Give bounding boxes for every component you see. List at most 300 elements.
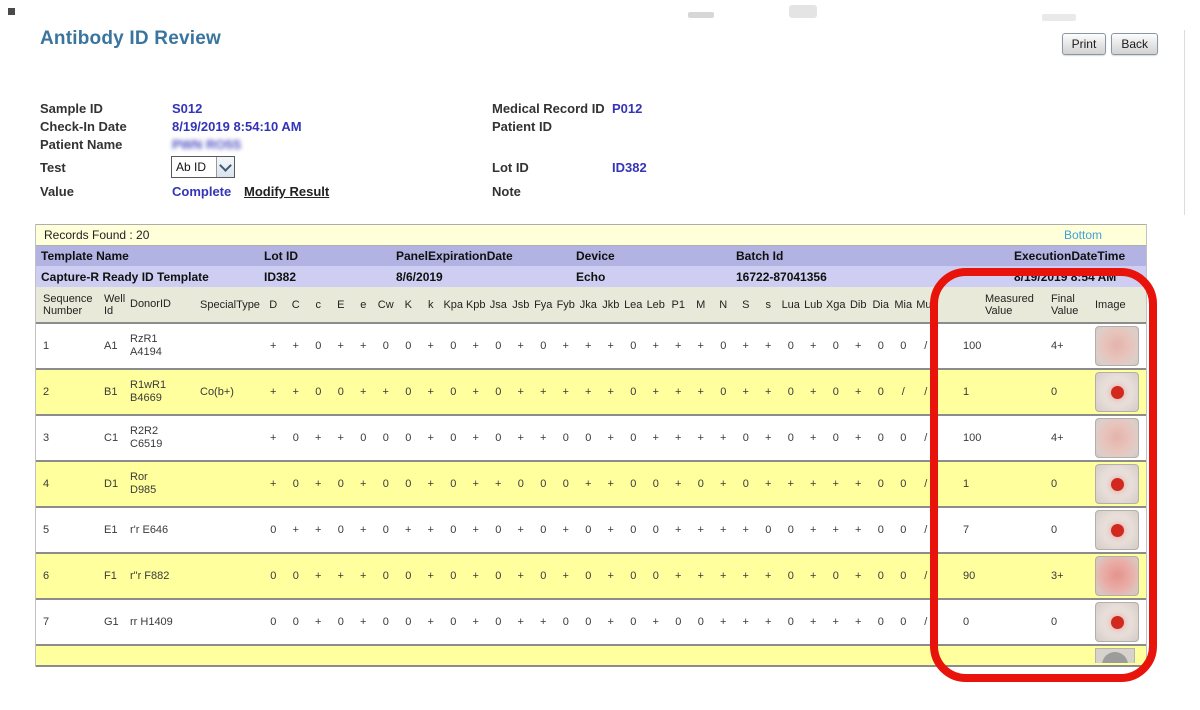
reaction-K: 0 <box>405 340 412 352</box>
panel-row-2 <box>36 370 1146 416</box>
reaction-e: + <box>360 570 367 582</box>
sample-id-label: Sample ID <box>40 101 103 116</box>
sequence-number: 4 <box>43 478 50 490</box>
reaction-Jka: 0 <box>585 570 592 582</box>
patient-id-label: Patient ID <box>492 119 552 134</box>
well-image-thumbnail[interactable] <box>1095 464 1139 504</box>
redacted-smudge <box>789 5 817 18</box>
reaction-Lub: + <box>810 616 817 628</box>
reaction-Dia: 0 <box>877 616 884 628</box>
back-button[interactable]: Back <box>1111 33 1158 55</box>
reaction-Mur: / <box>924 524 928 536</box>
col-header-antigen-k: k <box>428 298 434 311</box>
reaction-Cw: 0 <box>382 340 389 352</box>
col-header-donorid: DonorID <box>130 298 171 310</box>
reaction-Kpa: 0 <box>450 340 457 352</box>
reaction-K: 0 <box>405 570 412 582</box>
reaction-e: + <box>360 340 367 352</box>
image-cell <box>1087 556 1146 596</box>
reaction-Dia: 0 <box>877 386 884 398</box>
sequence-number: 3 <box>43 432 50 444</box>
final-value: 0 <box>1051 524 1058 536</box>
well-image-thumbnail[interactable] <box>1095 556 1139 596</box>
reaction-P1: + <box>675 524 682 536</box>
reaction-Kpa: 0 <box>450 570 457 582</box>
reaction-Lua: 0 <box>787 524 794 536</box>
reaction-M: + <box>697 570 704 582</box>
reaction-Leb: + <box>652 432 659 444</box>
sequence-number: 5 <box>43 524 50 536</box>
reaction-D: 0 <box>270 524 277 536</box>
col-header-antigen-c: c <box>315 298 321 311</box>
col-header-antigen-Dib: Dib <box>849 298 867 311</box>
reaction-E: 0 <box>337 616 344 628</box>
reaction-Lua: 0 <box>787 570 794 582</box>
reaction-Xga: + <box>832 524 839 536</box>
reaction-Mur: / <box>924 340 928 352</box>
reaction-Kpa: 0 <box>450 616 457 628</box>
image-cell <box>1087 648 1146 663</box>
reaction-c: + <box>315 616 322 628</box>
reaction-c: + <box>315 570 322 582</box>
value-label: Value <box>40 184 74 199</box>
measured-value: 100 <box>963 340 982 352</box>
reaction-Kpa: 0 <box>450 478 457 490</box>
reaction-e: + <box>360 616 367 628</box>
col-header-antigen-Jka: Jka <box>579 298 597 311</box>
reaction-k: + <box>427 524 434 536</box>
reaction-Fyb: 0 <box>562 432 569 444</box>
well-image-thumbnail[interactable] <box>1095 602 1139 642</box>
image-cell <box>1087 372 1146 412</box>
reaction-Jsa: 0 <box>495 432 502 444</box>
reaction-k: + <box>427 616 434 628</box>
reaction-Kpb: + <box>472 616 479 628</box>
reaction-s: 0 <box>765 524 772 536</box>
test-select[interactable] <box>171 156 235 178</box>
check-in-date-label: Check-In Date <box>40 119 127 134</box>
reaction-D: + <box>270 386 277 398</box>
donor-id: r'r E646 <box>130 523 169 536</box>
print-button[interactable]: Print <box>1062 33 1107 55</box>
reaction-Jsb: + <box>517 524 524 536</box>
reaction-S: + <box>742 386 749 398</box>
measured-value: 7 <box>963 524 970 536</box>
special-type: Co(b+) <box>200 386 234 398</box>
final-value: 4+ <box>1051 432 1064 444</box>
col-header-antigen-Mia: Mia <box>894 298 913 311</box>
donor-id: Ror D985 <box>130 471 157 496</box>
reaction-Kpb: + <box>472 432 479 444</box>
test-select-value: Ab ID <box>176 160 207 174</box>
well-image-thumbnail[interactable] <box>1095 372 1139 412</box>
donor-id: r"r F882 <box>130 569 170 582</box>
reaction-Lua: + <box>787 478 794 490</box>
reaction-S: + <box>742 524 749 536</box>
template-header-cell: Lot ID <box>264 249 298 263</box>
reaction-D: + <box>270 478 277 490</box>
reaction-Lea: 0 <box>630 524 637 536</box>
reaction-Jkb: + <box>607 340 614 352</box>
results-table <box>35 224 1147 667</box>
col-header-antigen-Lua: Lua <box>781 298 800 311</box>
reaction-P1: + <box>675 432 682 444</box>
reaction-Mur: / <box>924 432 928 444</box>
well-image-thumbnail[interactable] <box>1095 326 1139 366</box>
panel-row-1 <box>36 324 1146 370</box>
template-header-cell: PanelExpirationDate <box>396 249 513 263</box>
medical-record-id-value: P012 <box>612 101 643 116</box>
template-value-row <box>36 266 1146 287</box>
reaction-C: + <box>292 524 299 536</box>
bottom-link[interactable]: Bottom <box>1063 228 1102 242</box>
reaction-Cw: 0 <box>382 432 389 444</box>
reaction-K: + <box>405 524 412 536</box>
reaction-Cw: 0 <box>382 524 389 536</box>
divider-line <box>1184 30 1185 215</box>
reaction-D: 0 <box>270 570 277 582</box>
col-header-antigen-Kpb: Kpb <box>465 298 486 311</box>
reaction-Lua: 0 <box>787 432 794 444</box>
image-cell <box>1087 464 1146 504</box>
reaction-Mur: / <box>924 478 928 490</box>
reaction-Jsb: + <box>517 386 524 398</box>
reaction-Kpa: 0 <box>450 386 457 398</box>
donor-id: R1wR1 B4669 <box>130 379 167 404</box>
reaction-D: + <box>270 432 277 444</box>
col-header-antigen-Jsa: Jsa <box>489 298 507 311</box>
well-image-thumbnail[interactable] <box>1095 510 1139 550</box>
reaction-N: + <box>720 432 727 444</box>
col-header-antigen-M: M <box>696 298 706 311</box>
panel-row-partial <box>36 646 1146 667</box>
reaction-s: + <box>765 478 772 490</box>
col-header-antigen-Kpa: Kpa <box>443 298 464 311</box>
reaction-c: 0 <box>315 340 322 352</box>
reaction-Fya: + <box>540 386 547 398</box>
reaction-Kpa: 0 <box>450 524 457 536</box>
reaction-N: + <box>720 616 727 628</box>
reaction-Jka: + <box>585 340 592 352</box>
reaction-Mia: 0 <box>900 478 907 490</box>
reaction-Jsb: 0 <box>517 478 524 490</box>
reaction-Kpb: + <box>472 524 479 536</box>
col-header-antigen-D: D <box>269 298 278 311</box>
col-header-antigen-Fyb: Fyb <box>556 298 575 311</box>
reaction-Jsb: + <box>517 432 524 444</box>
col-header-antigen-e: e <box>360 298 367 311</box>
reaction-K: 0 <box>405 478 412 490</box>
reaction-Kpb: + <box>472 340 479 352</box>
reaction-Lea: 0 <box>630 340 637 352</box>
check-in-date-value: 8/19/2019 8:54:10 AM <box>172 119 302 134</box>
reaction-Leb: + <box>652 616 659 628</box>
reaction-Dib: + <box>855 340 862 352</box>
toolbar <box>1062 33 1158 55</box>
reaction-K: 0 <box>405 386 412 398</box>
reaction-S: 0 <box>742 432 749 444</box>
well-id: G1 <box>104 616 119 628</box>
reaction-Mur: / <box>924 570 928 582</box>
reaction-Fyb: + <box>562 570 569 582</box>
reaction-M: 0 <box>697 616 704 628</box>
reaction-Leb: 0 <box>652 478 659 490</box>
reaction-Mia: 0 <box>900 616 907 628</box>
donor-id: R2R2 C6519 <box>130 425 163 450</box>
sample-id-value: S012 <box>172 101 203 116</box>
reaction-Lub: + <box>810 432 817 444</box>
col-header-antigen-s: s <box>765 298 771 311</box>
reaction-k: + <box>427 340 434 352</box>
reaction-P1: + <box>675 386 682 398</box>
reaction-Jkb: + <box>607 432 614 444</box>
sequence-number: 6 <box>43 570 50 582</box>
reaction-Jsa: 0 <box>495 386 502 398</box>
reaction-S: + <box>742 340 749 352</box>
reaction-C: 0 <box>292 432 299 444</box>
reaction-e: + <box>360 478 367 490</box>
reaction-Dia: 0 <box>877 340 884 352</box>
col-header-antigen-Cw: Cw <box>377 298 394 311</box>
reaction-M: + <box>697 524 704 536</box>
reaction-Dia: 0 <box>877 570 884 582</box>
template-header-cell: Batch Id <box>736 249 784 263</box>
panel-body <box>36 324 1146 667</box>
well-id: F1 <box>104 570 117 582</box>
measured-value: 100 <box>963 432 982 444</box>
col-header-antigen-K: K <box>404 298 412 311</box>
measured-value: 1 <box>963 478 970 490</box>
reaction-C: 0 <box>292 616 299 628</box>
lot-id-label: Lot ID <box>492 160 529 175</box>
image-cell <box>1087 418 1146 458</box>
reaction-Fya: 0 <box>540 570 547 582</box>
reaction-P1: 0 <box>675 616 682 628</box>
reaction-Fya: 0 <box>540 524 547 536</box>
reaction-Jsa: + <box>495 478 502 490</box>
reaction-N: 0 <box>720 386 727 398</box>
reaction-M: + <box>697 340 704 352</box>
col-header-specialtype: SpecialType <box>200 298 260 311</box>
reaction-S: 0 <box>742 478 749 490</box>
reaction-Dib: + <box>855 616 862 628</box>
reaction-Lua: 0 <box>787 340 794 352</box>
lot-id-value: ID382 <box>612 160 647 175</box>
reaction-Jka: 0 <box>585 616 592 628</box>
col-header-antigen-Dia: Dia <box>872 298 889 311</box>
reaction-Dib: + <box>855 524 862 536</box>
col-header-final: Final Value <box>1051 292 1079 317</box>
reaction-Xga: 0 <box>832 340 839 352</box>
col-header-image: Image <box>1095 298 1126 311</box>
reaction-Jsb: + <box>517 340 524 352</box>
col-header-antigen-Leb: Leb <box>646 298 665 311</box>
reaction-K: 0 <box>405 432 412 444</box>
reaction-Kpb: + <box>472 478 479 490</box>
reaction-s: + <box>765 570 772 582</box>
reaction-s: + <box>765 386 772 398</box>
reaction-D: 0 <box>270 616 277 628</box>
reaction-Mur: / <box>924 616 928 628</box>
reaction-Mia: 0 <box>900 432 907 444</box>
reaction-Jkb: + <box>607 478 614 490</box>
reaction-Xga: 0 <box>832 432 839 444</box>
reaction-E: 0 <box>337 386 344 398</box>
reaction-Fyb: + <box>562 340 569 352</box>
note-label: Note <box>492 184 521 199</box>
well-image-thumbnail-partial[interactable] <box>1095 648 1135 663</box>
reaction-Fya: 0 <box>540 340 547 352</box>
panel-row-5 <box>36 508 1146 554</box>
reaction-Lua: 0 <box>787 386 794 398</box>
reaction-Kpa: 0 <box>450 432 457 444</box>
reaction-Leb: + <box>652 386 659 398</box>
reaction-E: + <box>337 432 344 444</box>
reaction-Lea: 0 <box>630 616 637 628</box>
reaction-Jka: + <box>585 386 592 398</box>
chevron-down-icon <box>216 157 234 177</box>
reaction-M: 0 <box>697 478 704 490</box>
reaction-Lub: + <box>810 386 817 398</box>
final-value: 3+ <box>1051 570 1064 582</box>
reaction-Mia: 0 <box>900 570 907 582</box>
reaction-Fyb: 0 <box>562 616 569 628</box>
reaction-c: + <box>315 432 322 444</box>
reaction-e: 0 <box>360 432 367 444</box>
value-status: Complete <box>172 184 232 199</box>
reaction-Lea: 0 <box>630 478 637 490</box>
top-left-artifact <box>8 8 15 15</box>
final-value: 0 <box>1051 478 1058 490</box>
reaction-Fyb: + <box>562 524 569 536</box>
reaction-Lua: 0 <box>787 616 794 628</box>
reaction-Xga: 0 <box>832 570 839 582</box>
image-cell <box>1087 602 1146 642</box>
reaction-Mur: / <box>924 386 928 398</box>
reaction-Cw: 0 <box>382 570 389 582</box>
reaction-N: + <box>720 570 727 582</box>
sequence-number: 2 <box>43 386 50 398</box>
redacted-smudge <box>688 12 714 18</box>
reaction-Dib: + <box>855 570 862 582</box>
sequence-number: 7 <box>43 616 50 628</box>
reaction-Jsb: + <box>517 570 524 582</box>
reaction-Dib: + <box>855 478 862 490</box>
reaction-Dia: 0 <box>877 524 884 536</box>
reaction-Lea: 0 <box>630 570 637 582</box>
panel-row-6 <box>36 554 1146 600</box>
col-header-antigen-C: C <box>291 298 300 311</box>
template-header-row <box>36 246 1146 266</box>
reaction-Fya: 0 <box>540 478 547 490</box>
reaction-Lub: + <box>810 340 817 352</box>
panel-column-header-row <box>36 287 1146 324</box>
reaction-C: + <box>292 340 299 352</box>
panel-row-7 <box>36 600 1146 646</box>
records-found-text: Records Found : 20 <box>44 228 150 242</box>
reaction-Xga: + <box>832 478 839 490</box>
reaction-Jka: 0 <box>585 432 592 444</box>
reaction-Jsa: 0 <box>495 570 502 582</box>
reaction-Kpb: + <box>472 570 479 582</box>
reaction-s: + <box>765 616 772 628</box>
reaction-Dib: + <box>855 432 862 444</box>
well-id: E1 <box>104 524 118 536</box>
reaction-Cw: 0 <box>382 616 389 628</box>
reaction-N: + <box>720 478 727 490</box>
reaction-N: + <box>720 524 727 536</box>
reaction-C: 0 <box>292 570 299 582</box>
reaction-Mia: 0 <box>900 340 907 352</box>
col-header-antigen-Fya: Fya <box>534 298 553 311</box>
reaction-M: + <box>697 386 704 398</box>
reaction-D: + <box>270 340 277 352</box>
template-value-cell: Echo <box>576 269 606 284</box>
reaction-Cw: 0 <box>382 478 389 490</box>
reaction-Lea: 0 <box>630 432 637 444</box>
col-header-antigen-Jkb: Jkb <box>602 298 620 311</box>
reaction-Mia: 0 <box>900 524 907 536</box>
reaction-Leb: + <box>652 340 659 352</box>
reaction-P1: + <box>675 478 682 490</box>
image-cell <box>1087 510 1146 550</box>
reaction-Jsa: 0 <box>495 340 502 352</box>
reaction-s: + <box>765 432 772 444</box>
well-image-thumbnail[interactable] <box>1095 418 1139 458</box>
reaction-P1: + <box>675 570 682 582</box>
template-header-cell: Template Name <box>41 249 129 263</box>
medical-record-id-label: Medical Record ID <box>492 101 605 116</box>
reaction-P1: + <box>675 340 682 352</box>
reaction-c: + <box>315 524 322 536</box>
final-value: 0 <box>1051 386 1058 398</box>
page-title: Antibody ID Review <box>40 28 221 49</box>
redacted-smudge <box>1042 14 1076 21</box>
reaction-Jsa: 0 <box>495 524 502 536</box>
measured-value: 90 <box>963 570 976 582</box>
panel-row-3 <box>36 416 1146 462</box>
reaction-Leb: 0 <box>652 570 659 582</box>
sequence-number: 1 <box>43 340 50 352</box>
reaction-Kpb: + <box>472 386 479 398</box>
reaction-Dia: 0 <box>877 432 884 444</box>
reaction-Lub: + <box>810 524 817 536</box>
well-id: B1 <box>104 386 118 398</box>
col-header-sequence: Sequence Number <box>43 292 93 317</box>
reaction-Jka: + <box>585 478 592 490</box>
reaction-Xga: + <box>832 616 839 628</box>
template-header-cell: Device <box>576 249 615 263</box>
template-header-cell: ExecutionDateTime <box>1014 249 1126 263</box>
reaction-Jka: 0 <box>585 524 592 536</box>
col-header-antigen-S: S <box>742 298 750 311</box>
template-value-cell: 8/6/2019 <box>396 269 443 284</box>
reaction-Leb: 0 <box>652 524 659 536</box>
reaction-c: 0 <box>315 386 322 398</box>
records-found-bar <box>36 224 1146 246</box>
reaction-Jkb: + <box>607 616 614 628</box>
reaction-k: + <box>427 570 434 582</box>
reaction-Mia: / <box>901 386 905 398</box>
donor-id: rr H1409 <box>130 615 173 628</box>
reaction-e: + <box>360 386 367 398</box>
reaction-k: + <box>427 386 434 398</box>
well-id: D1 <box>104 478 119 490</box>
col-header-antigen-N: N <box>719 298 728 311</box>
reaction-k: + <box>427 478 434 490</box>
template-value-cell: Capture-R Ready ID Template <box>41 269 209 284</box>
modify-result-link[interactable]: Modify Result <box>244 184 330 199</box>
